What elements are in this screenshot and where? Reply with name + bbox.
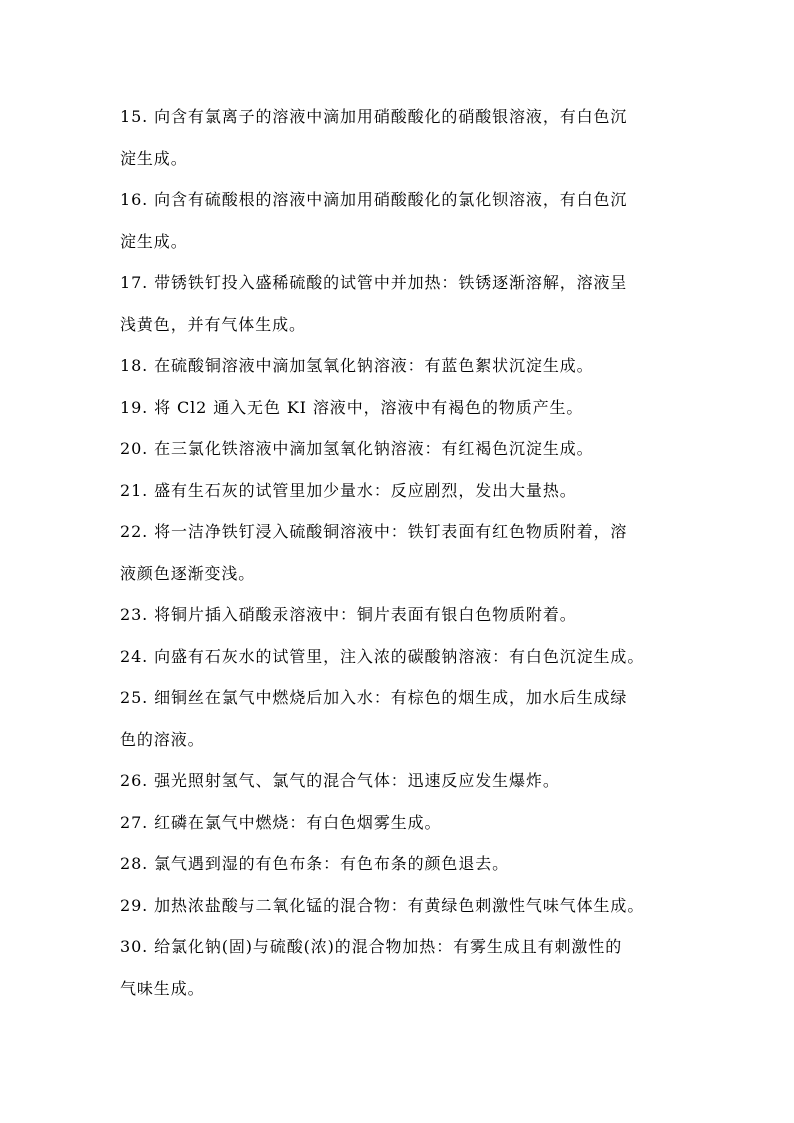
text-line: 15. 向含有氯离子的溶液中滴加用硝酸酸化的硝酸银溶液，有白色沉 — [120, 107, 628, 126]
text-line: 20. 在三氯化铁溶液中滴加氢氧化钠溶液：有红褐色沉淀生成。 — [120, 439, 594, 458]
text-line: 淀生成。 — [120, 231, 188, 251]
text-line: 29. 加热浓盐酸与二氧化锰的混合物：有黄绿色刺激性气味气体生成。 — [120, 895, 645, 915]
text-line: 19. 将 Cl2 通入无色 KI 溶液中，溶液中有褐色的物质产生。 — [120, 397, 584, 417]
text-line: 25. 细铜丝在氯气中燃烧后加入水：有棕色的烟生成，加水后生成绿 — [120, 688, 628, 707]
text-line: 18. 在硫酸铜溶液中滴加氢氧化钠溶液：有蓝色絮状沉淀生成。 — [120, 356, 594, 375]
document-body — [120, 101, 680, 1014]
text-line: 17. 带锈铁钉投入盛稀硫酸的试管中并加热：铁锈逐渐溶解，溶液呈 — [120, 273, 628, 292]
text-line: 16. 向含有硫酸根的溶液中滴加用硝酸酸化的氯化钡溶液，有白色沉 — [120, 190, 628, 209]
text-line: 26. 强光照射氢气、氯气的混合气体：迅速反应发生爆炸。 — [120, 771, 560, 790]
text-line: 淀生成。 — [120, 148, 188, 168]
text-line: 24. 向盛有石灰水的试管里，注入浓的碳酸钠溶液：有白色沉淀生成。 — [120, 646, 645, 666]
text-line: 22. 将一洁净铁钉浸入硫酸铜溶液中：铁钉表面有红色物质附着，溶 — [120, 522, 628, 541]
text-line: 27. 红磷在氯气中燃烧：有白色烟雾生成。 — [120, 812, 442, 832]
text-line: 气味生成。 — [120, 978, 205, 998]
text-line: 液颜色逐渐变浅。 — [120, 563, 256, 583]
text-line: 21. 盛有生石灰的试管里加少量水：反应剧烈，发出大量热。 — [120, 480, 577, 500]
text-line: 浅黄色，并有气体生成。 — [120, 314, 306, 334]
text-line: 30. 给氯化钠(固)与硫酸(浓)的混合物加热：有雾生成且有刺激性的 — [120, 937, 623, 956]
text-line: 28. 氯气遇到湿的有色布条：有色布条的颜色退去。 — [120, 854, 510, 873]
text-line: 23. 将铜片插入硝酸汞溶液中：铜片表面有银白色物质附着。 — [120, 605, 577, 624]
text-line: 色的溶液。 — [120, 729, 205, 749]
